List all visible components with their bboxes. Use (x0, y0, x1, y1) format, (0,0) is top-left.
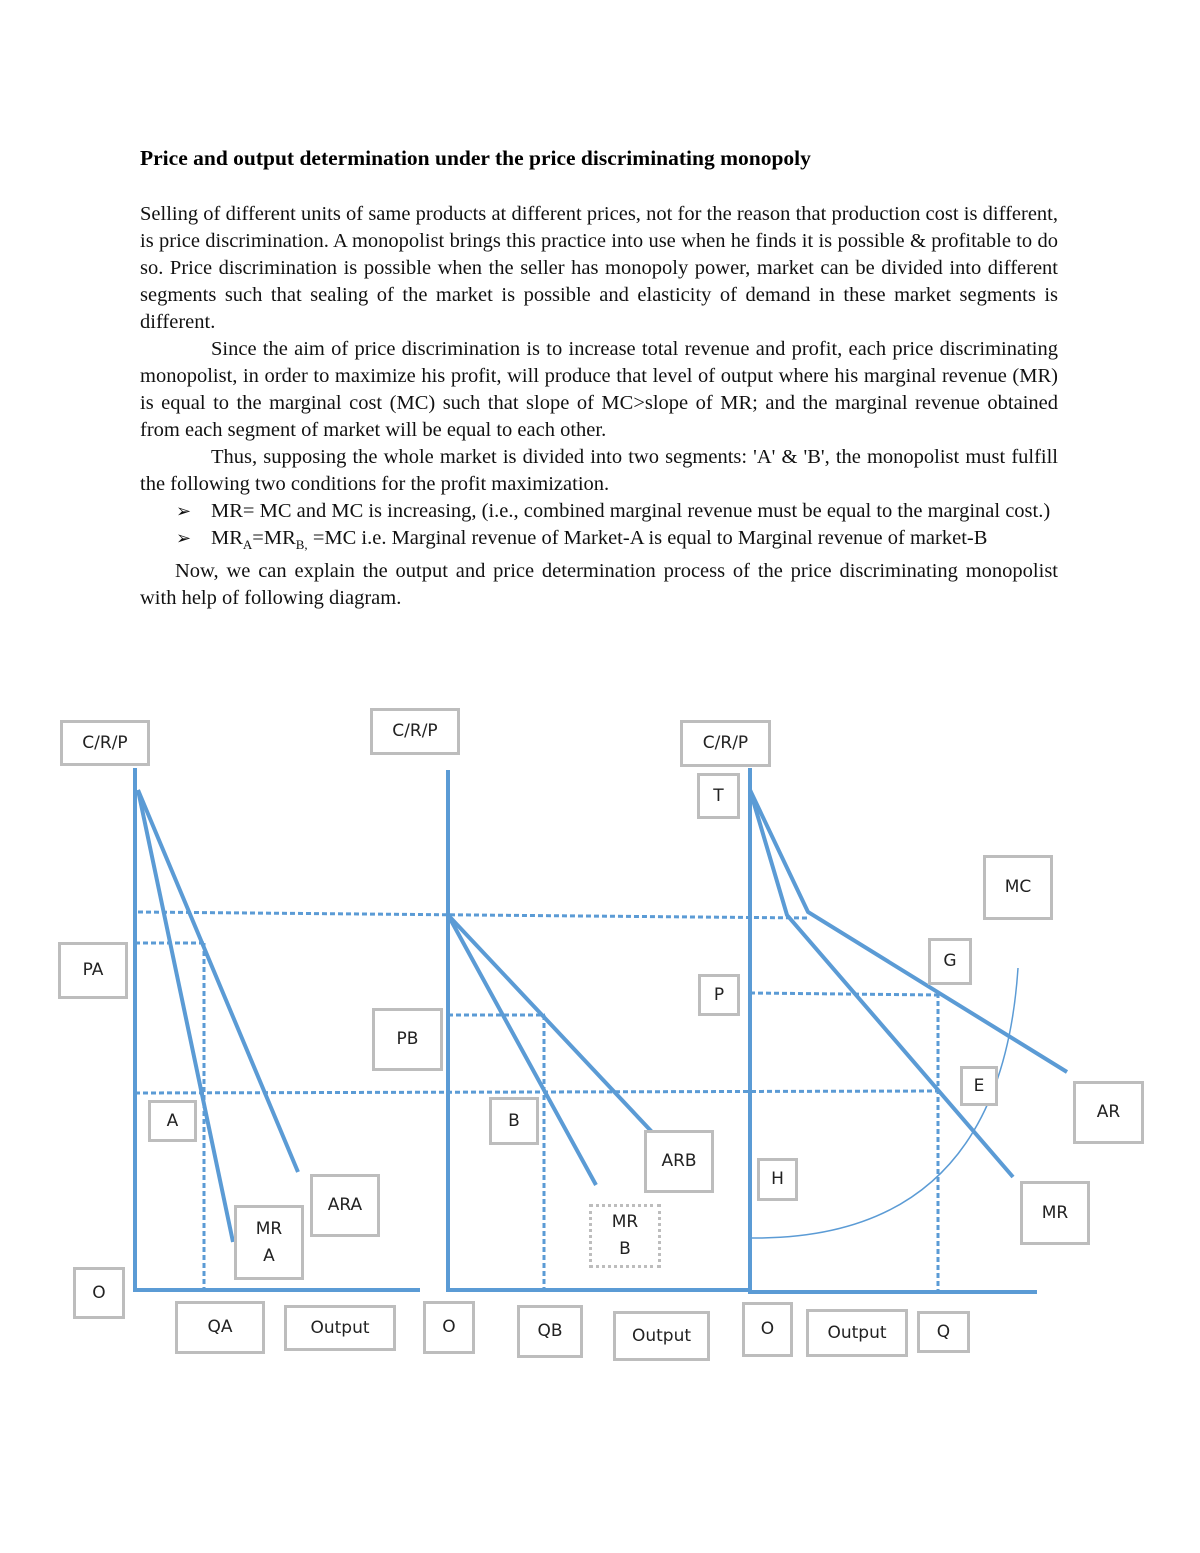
arrow-bullet-icon: ➢ (176, 501, 192, 522)
panel-b-price-label: PB (372, 1008, 443, 1071)
paragraph-3: Thus, supposing the whole market is divided into two segments: 'A' & 'B', the monopolist must fulfill the following two conditions for the profit maximization. (140, 446, 1058, 495)
panel-a-ar-label: ARA (310, 1174, 380, 1237)
bullet-2-mid: =MR (252, 527, 296, 549)
panel-c-y-axis-label: C/R/P (680, 720, 771, 767)
panel-b-y-axis-label: C/R/P (370, 708, 460, 755)
panel-b-qty-label: QB (517, 1305, 583, 1358)
panel-c-mr-curve (750, 790, 1013, 1177)
bullet-2-sub-b: B, (295, 537, 308, 553)
panel-c-top-label: T (697, 773, 740, 819)
panel-a-origin-label: O (73, 1267, 125, 1319)
paragraph-1: Selling of different units of same products at different prices, not for the reason that production cost is different, is price discrimination. A monopolist brings this practice into use when he finds it is possible & profitable to do so. Price discrimination is possible when the seller has monopoly power, market can be divided into different segments such that sealing of the market is possible and elasticity of demand in these market segments is different. (140, 203, 1058, 333)
panel-b-mr-line1: MR (611, 1212, 639, 1232)
top-price-dashed-line (138, 912, 808, 918)
panel-a-qty-label: QA (175, 1301, 265, 1354)
panel-a-price-label: PA (58, 942, 128, 999)
panel-a-mr-curve (138, 790, 233, 1242)
panel-c-price-label: P (698, 974, 740, 1016)
panel-a-mr-line2: A (263, 1245, 275, 1266)
panel-a-x-axis-label: Output (284, 1305, 396, 1351)
panel-c-g-label: G (928, 938, 972, 985)
panel-b-ar-label: ARB (644, 1130, 714, 1193)
panel-c-ar-label: AR (1073, 1081, 1144, 1144)
panel-c-p-dashed (750, 993, 938, 995)
panel-c-h-label: H (757, 1158, 798, 1201)
panel-b-mr-line2: B (619, 1239, 631, 1259)
page-title: Price and output determination under the price discriminating monopoly (140, 146, 811, 170)
panel-c-mr-label: MR (1020, 1181, 1090, 1245)
equal-mr-dashed-line (135, 1091, 940, 1093)
panel-a-point-label: A (148, 1100, 197, 1142)
bullet-2-rest: =MC i.e. Marginal revenue of Market-A is equal to Marginal revenue of market-B (307, 527, 988, 549)
bullet-1-text: MR= MC and MC is increasing, (i.e., combined marginal revenue must be equal to the marginal cost.) (211, 500, 1051, 522)
panel-b-point-label: B (489, 1097, 539, 1145)
panel-c-x-axis-label: Output (806, 1309, 908, 1357)
panel-c-origin-label: O (742, 1302, 793, 1357)
panel-c-mc-label: MC (983, 855, 1053, 920)
panel-b-x-axis-label: Output (613, 1311, 710, 1361)
paragraph-4: Now, we can explain the output and price determination process of the price discriminating monopolist with help of following diagram. (140, 560, 1058, 610)
panel-c-ar-curve (750, 790, 1067, 1072)
bullet-2-sub-a: A (242, 537, 253, 553)
panel-a-y-axis-label: C/R/P (60, 720, 150, 766)
bullet-2-mr: MR (211, 527, 243, 549)
panel-a-mr-line1: MR (255, 1218, 283, 1239)
panel-a-mr-label (234, 1205, 304, 1280)
panel-b-mr-label (589, 1204, 661, 1268)
panel-b-origin-label: O (423, 1301, 475, 1354)
panel-c-e-label: E (960, 1066, 998, 1106)
paragraph-2: Since the aim of price discrimination is to increase total revenue and profit, each price discriminating monopolist, in order to maximize his profit, will produce that level of output where his marginal revenue (MR) is equal to the marginal cost (MC) such that slope of MC>slope of MR; and the marginal revenue obtained from each segment of market will be equal to each other. (140, 338, 1058, 441)
arrow-bullet-icon: ➢ (176, 528, 192, 549)
panel-c-qty-label: Q (917, 1311, 970, 1353)
